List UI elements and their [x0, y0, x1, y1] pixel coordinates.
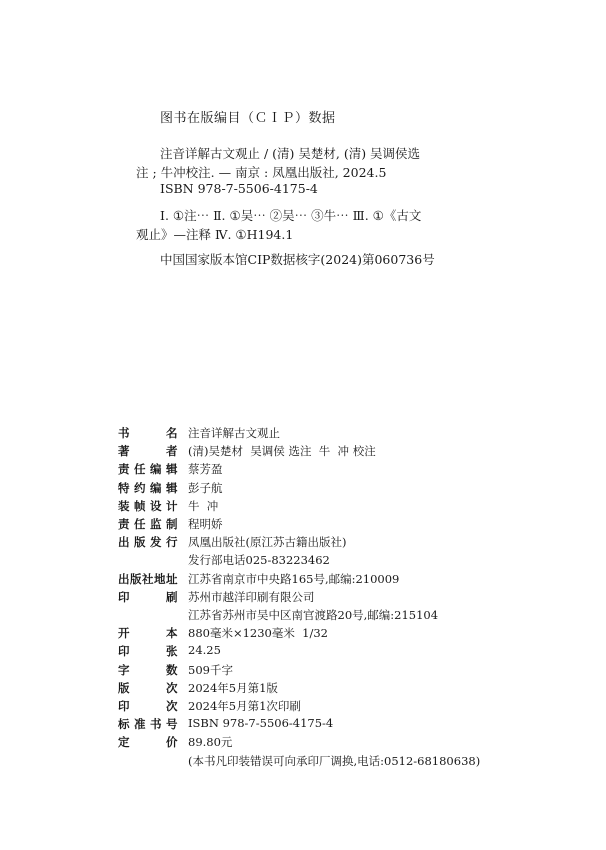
colophon-label-char: 址 — [166, 571, 178, 586]
colophon-label-char: 标 — [118, 717, 130, 732]
colophon-label-char: 字 — [118, 662, 130, 677]
colophon-value: 牛 冲 — [188, 498, 219, 513]
colophon-label-char: 准 — [134, 717, 146, 732]
colophon-value: 蔡芳盈 — [188, 462, 223, 477]
colophon-value: 发行部电话025-83223462 — [188, 553, 330, 568]
colophon-label-char: 辑 — [166, 480, 178, 495]
colophon-label-char: 装 — [118, 498, 130, 513]
colophon-label-char: 辑 — [166, 462, 178, 477]
colophon-label-char: 书 — [150, 717, 162, 732]
colophon-label-char: 出 — [118, 571, 130, 586]
colophon-label-char: 监 — [150, 517, 162, 531]
colophon-label-char: 印 — [118, 699, 130, 713]
colophon-label-char: 社 — [142, 571, 154, 586]
colophon-label-char: 次 — [166, 680, 178, 695]
colophon-label-char: 发 — [150, 535, 162, 550]
cip-entry-line-2: 注 ; 牛冲校注. — 南京 : 凤凰出版社, 2024.5 — [136, 165, 387, 180]
colophon-label-char: 责 — [118, 462, 130, 477]
colophon-label-char: 计 — [166, 498, 178, 513]
colophon-value: (本书凡印装错误可向承印厂调换,电话:0512-68180638) — [188, 753, 481, 768]
colophon-label-char: 本 — [166, 626, 178, 641]
colophon-label-char: 特 — [118, 480, 130, 495]
colophon-label-char: 责 — [118, 517, 130, 531]
colophon-label-char: 名 — [166, 426, 178, 440]
colophon-label-char: 任 — [134, 517, 146, 531]
colophon-value: ISBN 978-7-5506-4175-4 — [188, 716, 334, 731]
colophon-value: 江苏省苏州市吴中区南官渡路20号,邮编:215104 — [188, 608, 439, 622]
colophon-label-char: 制 — [166, 517, 178, 531]
colophon-label-char: 任 — [134, 462, 146, 477]
colophon-label-char: 地 — [154, 571, 166, 586]
colophon-label-char: 出 — [118, 535, 130, 550]
colophon-label-char: 书 — [118, 426, 130, 440]
colophon-value: 2024年5月第1次印刷 — [188, 699, 301, 713]
cip-isbn: ISBN 978-7-5506-4175-4 — [160, 181, 318, 196]
colophon-label-char: 张 — [166, 644, 178, 659]
colophon-label-char: 数 — [166, 662, 178, 677]
colophon-value: 注音详解古文观止 — [188, 426, 280, 440]
cip-title: 图书在版编目（ＣＩＰ）数据 — [160, 111, 336, 126]
colophon-label-char: 编 — [150, 480, 162, 495]
cip-record-number: 中国国家版本馆CIP数据核字(2024)第060736号 — [160, 252, 435, 267]
cip-entry-line-1: 注音详解古文观止 / (清) 吴楚材, (清) 吴调侯选 — [160, 146, 421, 161]
colophon-value: 2024年5月第1版 — [188, 680, 278, 695]
colophon-value: 苏州市越洋印刷有限公司 — [188, 589, 315, 604]
colophon-value: (清)吴楚材 吴调侯 选注 牛 冲 校注 — [188, 444, 376, 459]
colophon-value: 凤凰出版社(原江苏古籍出版社) — [188, 535, 347, 550]
colophon-label-char: 定 — [118, 735, 130, 750]
colophon-value: 509千字 — [188, 662, 233, 677]
colophon-label-char: 次 — [166, 699, 178, 713]
colophon-label-char: 著 — [118, 444, 130, 459]
colophon-value: 程明娇 — [188, 517, 223, 531]
colophon-value: 89.80元 — [188, 735, 233, 750]
colophon-value: 江苏省南京市中央路165号,邮编:210009 — [188, 571, 400, 586]
colophon-label-char: 印 — [118, 644, 130, 659]
colophon-label-char: 开 — [118, 626, 130, 641]
colophon-label-char: 编 — [150, 462, 162, 477]
colophon-label-char: 印 — [118, 589, 130, 604]
colophon-label-char: 版 — [118, 680, 130, 695]
colophon-value: 24.25 — [188, 643, 221, 658]
colophon-label-char: 者 — [166, 444, 178, 459]
colophon-value: 880毫米×1230毫米 1/32 — [188, 626, 328, 641]
colophon-label-char: 行 — [166, 535, 178, 550]
cip-classification-line-2: 观止》—注释 Ⅳ. ①H194.1 — [136, 227, 294, 242]
colophon-label-char: 版 — [134, 535, 146, 550]
colophon-label-char: 号 — [166, 717, 178, 732]
colophon-label-char: 版 — [130, 571, 142, 586]
colophon-value: 彭子航 — [188, 480, 223, 495]
colophon-label-char: 设 — [150, 498, 162, 513]
colophon-label-char: 约 — [134, 480, 146, 495]
colophon-label-char: 帧 — [134, 498, 146, 513]
colophon-label-char: 刷 — [166, 589, 178, 604]
colophon-label-char: 价 — [166, 735, 178, 750]
cip-classification-line-1: Ⅰ. ①注⋯ Ⅱ. ①吴⋯ ②吴⋯ ③牛⋯ Ⅲ. ①《古文 — [160, 208, 422, 223]
